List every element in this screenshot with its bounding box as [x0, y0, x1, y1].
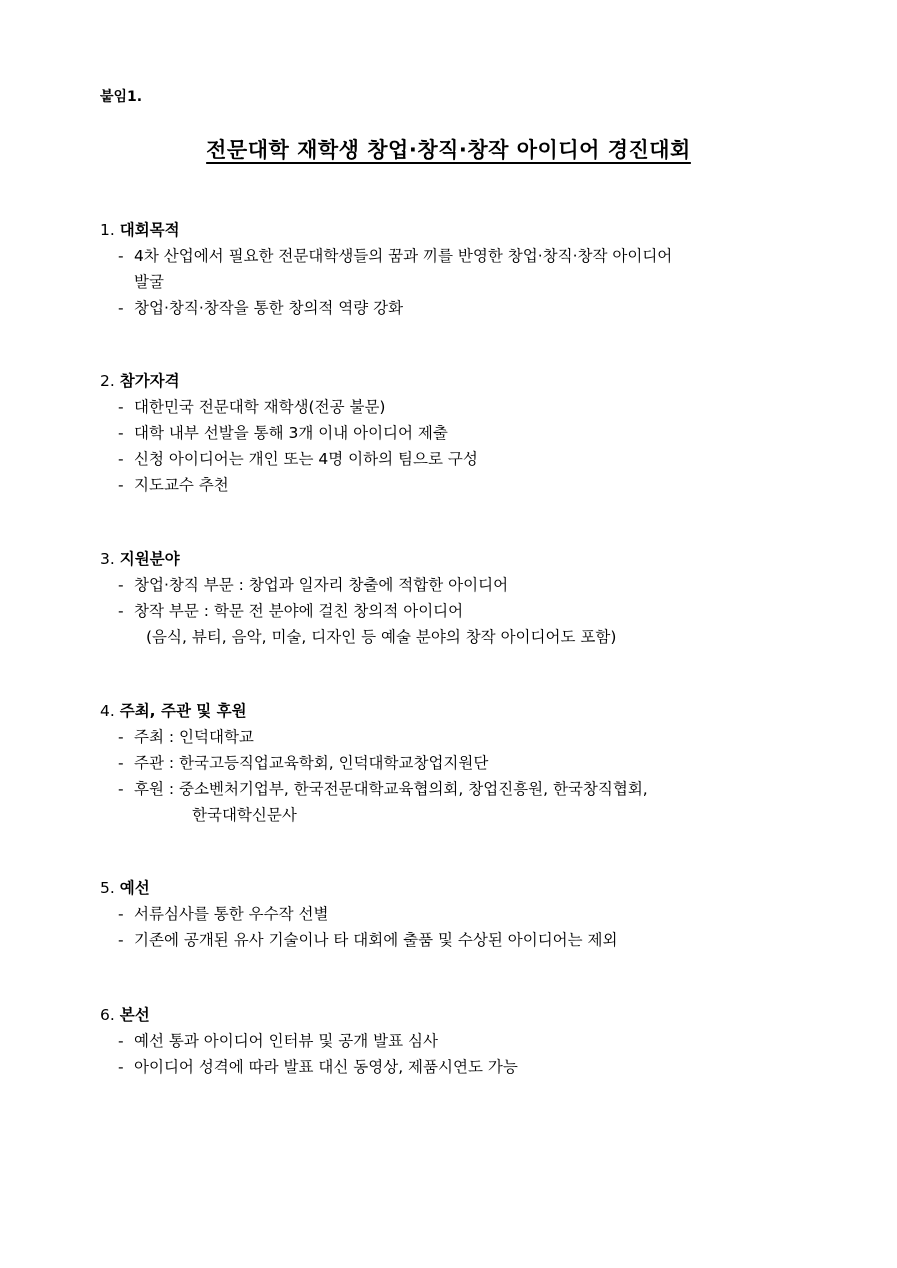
list-item-text: 창업·창직·창작을 통한 창의적 역량 강화 [134, 299, 404, 317]
section-number: 2. [100, 372, 115, 390]
list-item [100, 572, 820, 598]
list-item-note: (음식, 뷰티, 음악, 미술, 디자인 등 예술 분야의 창작 아이디어도 포함) [146, 628, 617, 646]
section-title: 주최, 주관 및 후원 [119, 702, 247, 720]
list-item-text: 예선 통과 아이디어 인터뷰 및 공개 발표 심사 [134, 1032, 439, 1050]
section-purpose [100, 217, 820, 321]
list-item-text: 기존에 공개된 유사 기술이나 타 대회에 출품 및 수상된 아이디어는 제외 [134, 931, 618, 949]
list-item [100, 598, 820, 624]
bullet-dash: - [118, 754, 124, 772]
list-item-text: 서류심사를 통한 우수작 선별 [134, 905, 329, 923]
bullet-dash: - [118, 780, 124, 798]
section-heading [100, 368, 820, 394]
section-title: 예선 [119, 879, 150, 897]
section-heading [100, 1002, 820, 1028]
section-fields [100, 546, 820, 650]
section-heading [100, 698, 820, 724]
section-title: 참가자격 [119, 372, 180, 390]
list-item [100, 446, 820, 472]
list-item-text: 신청 아이디어는 개인 또는 4명 이하의 팀으로 구성 [134, 450, 478, 468]
section-title: 지원분야 [119, 550, 180, 568]
bullet-dash: - [118, 728, 124, 746]
bullet-dash: - [118, 398, 124, 416]
list-item [100, 927, 820, 953]
section-number: 3. [100, 550, 115, 568]
list-item [100, 295, 820, 321]
list-item [100, 394, 820, 420]
section-number: 6. [100, 1006, 115, 1024]
section-number: 5. [100, 879, 115, 897]
section-title: 본선 [119, 1006, 150, 1024]
list-item [100, 1054, 820, 1080]
section-number: 4. [100, 702, 115, 720]
list-item [100, 1028, 820, 1054]
list-item-continuation: 발굴 [134, 273, 164, 291]
section-final [100, 1002, 820, 1080]
bullet-dash: - [118, 576, 124, 594]
bullet-dash: - [118, 476, 124, 494]
list-item [100, 243, 820, 295]
bullet-dash: - [118, 450, 124, 468]
list-item [100, 420, 820, 446]
list-item [100, 472, 820, 498]
list-item [100, 776, 820, 828]
attachment-label: 붙임1. [100, 89, 143, 105]
list-item-text: 대학 내부 선발을 통해 3개 이내 아이디어 제출 [134, 424, 448, 442]
document-title-text: 전문대학 재학생 창업·창직·창작 아이디어 경진대회 [206, 138, 691, 162]
section-heading [100, 546, 820, 572]
section-number: 1. [100, 221, 115, 239]
list-item-continuation: 한국대학신문사 [192, 806, 297, 824]
bullet-dash: - [118, 602, 124, 620]
bullet-dash: - [118, 1032, 124, 1050]
list-item-text: 주관 : 한국고등직업교육학회, 인덕대학교창업지원단 [134, 754, 489, 772]
list-item-text: 주최 : 인덕대학교 [134, 728, 254, 746]
section-title: 대회목적 [119, 221, 180, 239]
list-item [100, 901, 820, 927]
list-item-text: 대한민국 전문대학 재학생(전공 불문) [134, 398, 386, 416]
section-heading [100, 217, 820, 243]
list-item-text: 후원 : 중소벤처기업부, 한국전문대학교육협의회, 창업진흥원, 한국창직협회, [134, 780, 648, 798]
list-item-text: 아이디어 성격에 따라 발표 대신 동영상, 제품시연도 가능 [134, 1058, 518, 1076]
bullet-dash: - [118, 424, 124, 442]
section-heading [100, 875, 820, 901]
list-item-text: 4차 산업에서 필요한 전문대학생들의 꿈과 끼를 반영한 창업·창직·창작 아이디어 [134, 247, 673, 265]
bullet-dash: - [118, 905, 124, 923]
bullet-dash: - [118, 299, 124, 317]
section-organizers [100, 698, 820, 828]
list-item [100, 750, 820, 776]
list-item-text: 창업·창직 부문 : 창업과 일자리 창출에 적합한 아이디어 [134, 576, 509, 594]
section-eligibility [100, 368, 820, 498]
bullet-dash: - [118, 247, 124, 265]
list-item-text: 창작 부문 : 학문 전 분야에 걸친 창의적 아이디어 [134, 602, 464, 620]
bullet-dash: - [118, 1058, 124, 1076]
list-item [100, 724, 820, 750]
document-title [0, 134, 897, 164]
bullet-dash: - [118, 931, 124, 949]
section-preliminary [100, 875, 820, 953]
list-item-text: 지도교수 추천 [134, 476, 229, 494]
